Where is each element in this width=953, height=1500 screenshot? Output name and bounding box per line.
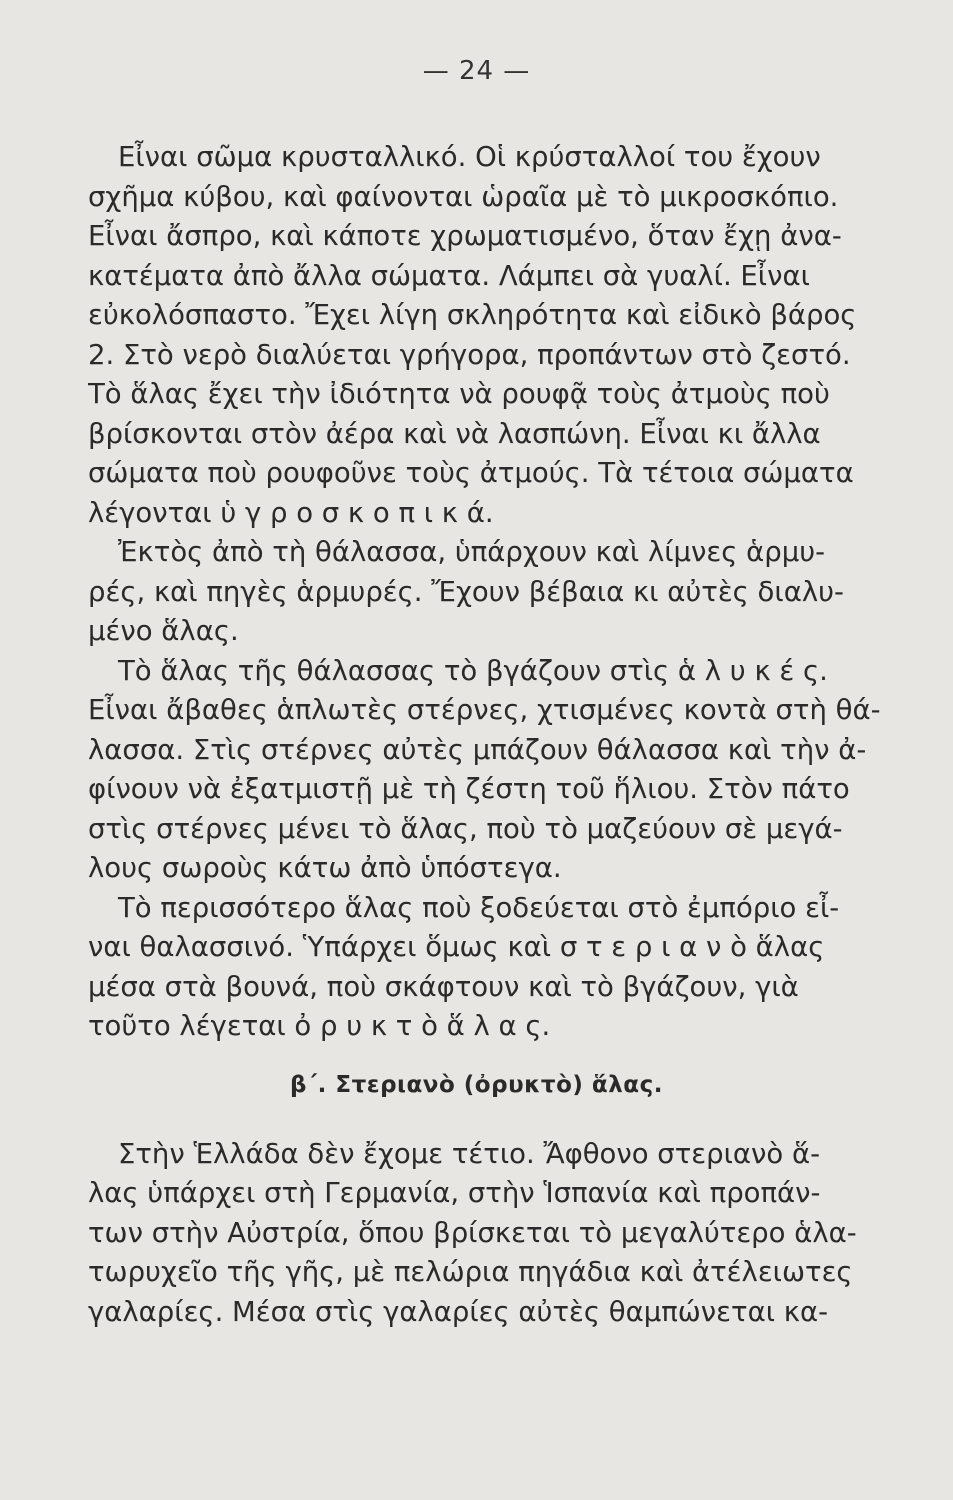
- text-line: Τὸ περισσότερο ἅλας ποὺ ξοδεύεται στὸ ἐμπόριο εἶ-: [118, 891, 840, 924]
- paragraph-salt-lakes: [88, 533, 913, 652]
- paragraph-salt-pans: [88, 652, 913, 889]
- text-line: στὶς στέρνες μένει τὸ ἅλας, ποὺ τὸ μαζεύουν σὲ μεγά-: [88, 812, 843, 845]
- paragraph-properties: [88, 138, 913, 533]
- text-line: Ἐκτὸς ἀπὸ τὴ θάλασσα, ὑπάρχουν καὶ λίμνες ἁρμυ-: [118, 536, 826, 568]
- text-line: βρίσκονται στὸν ἀέρα καὶ νὰ λασπώνη. Εἶναι κι ἄλλα: [88, 417, 821, 450]
- text-line: Τὸ ἅλας τῆς θάλασσας τὸ βγάζουν στὶς ἁ λ υ κ έ ς.: [118, 654, 828, 687]
- text-line: μένο ἅλας.: [88, 615, 239, 647]
- text-line: λους σωροὺς κάτω ἀπὸ ὑπόστεγα.: [88, 852, 562, 884]
- page-number: — 24 —: [422, 56, 531, 86]
- text-line: Εἶναι σῶμα κρυσταλλικό. Οἱ κρύσταλλοί του ἔχουν: [118, 141, 821, 173]
- paragraph-rock-salt: [88, 1135, 913, 1333]
- text-line: τωρυχεῖο τῆς γῆς, μὲ πελώρια πηγάδια καὶ ἀτέλειωτες: [88, 1256, 853, 1288]
- text-line: Εἶναι ἄβαθες ἁπλωτὲς στέρνες, χτισμένες κοντὰ στὴ θά-: [88, 694, 881, 726]
- text-line: Στὴν Ἑλλάδα δὲν ἔχομε τέτιο. Ἄφθονο στεριανὸ ἅ-: [118, 1137, 821, 1170]
- text-line: γαλαρίες. Μέσα στὶς γαλαρίες αὐτὲς θαμπώνεται κα-: [88, 1295, 829, 1328]
- text-line: τοῦτο λέγεται ὀ ρ υ κ τ ὸ ἅ λ α ς.: [88, 1010, 551, 1042]
- text-line: ρές, καὶ πηγὲς ἁρμυρές. Ἔχουν βέβαια κι αὐτὲς διαλυ-: [88, 575, 844, 608]
- section-heading: β΄. Στεριανὸ (ὀρυκτὸ) ἅλας.: [290, 1071, 663, 1098]
- text-line: Τὸ ἅλας ἔχει τὴν ἰδιότητα νὰ ρουφᾷ τοὺς ἀτμοὺς ποὺ: [88, 378, 830, 410]
- text-line: 2. Στὸ νερὸ διαλύεται γρήγορα, προπάντων στὸ ζεστό.: [88, 338, 851, 371]
- text-line: εὐκολόσπαστο. Ἔχει λίγη σκληρότητα καὶ εἰδικὸ βάρος: [88, 299, 857, 331]
- text-line: λας ὑπάρχει στὴ Γερμανία, στὴν Ἱσπανία καὶ προπάν-: [88, 1177, 821, 1209]
- text-line: φίνουν νὰ ἐξατμιστῇ μὲ τὴ ζέστη τοῦ ἥλιου. Στὸν πάτο: [88, 773, 850, 805]
- text-line: ναι θαλασσινό. Ὑπάρχει ὅμως καὶ σ τ ε ρ ι α ν ὸ ἅλας: [88, 931, 825, 963]
- text-line: σχῆμα κύβου, καὶ φαίνονται ὡραῖα μὲ τὸ μικροσκόπιο.: [88, 180, 839, 213]
- text-line: κατέματα ἀπὸ ἄλλα σώματα. Λάμπει σὰ γυαλί. Εἶναι: [88, 259, 810, 292]
- text-line: Εἶναι ἄσπρο, καὶ κάποτε χρωματισμένο, ὅταν ἔχῃ ἀνα-: [88, 220, 842, 252]
- text-line: σώματα ποὺ ρουφοῦνε τοὺς ἀτμούς. Τὰ τέτοια σώματα: [88, 457, 854, 489]
- text-line: των στὴν Αὐστρία, ὅπου βρίσκεται τὸ μεγαλύτερο ἁλα-: [88, 1216, 857, 1249]
- text-line: λέγονται ὑ γ ρ ο σ κ ο π ι κ ά.: [88, 496, 494, 529]
- text-line: λασσα. Στὶς στέρνες αὐτὲς μπάζουν θάλασσα καὶ τὴν ἀ-: [88, 733, 867, 766]
- text-line: μέσα στὰ βουνά, ποὺ σκάφτουν καὶ τὸ βγάζουν, γιὰ: [88, 970, 799, 1003]
- paragraph-rock-salt-intro: [88, 889, 913, 1047]
